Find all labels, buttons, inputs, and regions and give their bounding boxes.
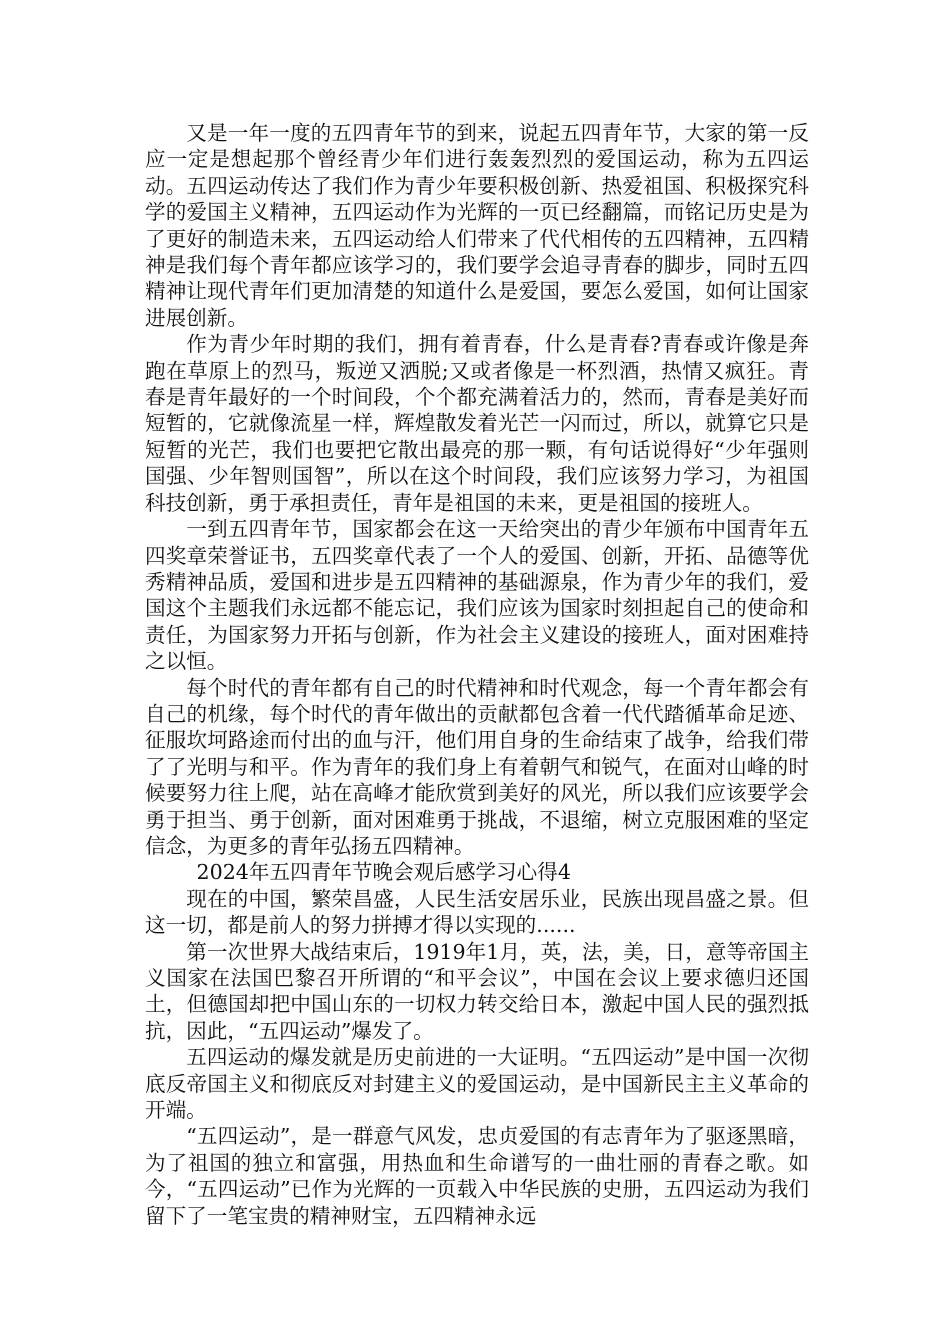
paragraph: 每个时代的青年都有自己的时代精神和时代观念，每一个青年都会有自己的机缘，每个时代的青年做出的贡献都包含着一代代踏循革命足迹、征服坎坷路途而付出的血与汗，他们用自身的生命结束了战争，给我们带了了光明与和平。作为青年的我们身上有着朝气和锐气，在面对山峰的时候要努力往上爬，站在高峰才能欣赏到美好的风光，所以我们应该要学会勇于担当、勇于创新，面对困难勇于挑战，不退缩，树立克服困难的坚定信念，为更多的青年弘扬五四精神。 <box>145 675 809 858</box>
paragraph: 又是一年一度的五四青年节的到来，说起五四青年节，大家的第一反应一定是想起那个曾经青少年们进行轰轰烈烈的爱国运动，称为五四运动。五四运动传达了我们作为青少年要积极创新、热爱祖国、积极探究科学的爱国主义精神，五四运动作为光辉的一页已经翻篇，而铭记历史是为了更好的制造未来，五四运动给人们带来了代代相传的五四精神，五四精神是我们每个青年都应该学习的，我们要学会追寻青春的脚步，同时五四精神让现代青年们更加清楚的知道什么是爱国，要怎么爱国，如何让国家进展创新。 <box>145 121 809 330</box>
paragraph: 第一次世界大战结束后，1919年1月，英，法，美，日，意等帝国主义国家在法国巴黎召开所谓的“和平会议”，中国在会议上要求德归还国土，但德国却把中国山东的一切权力转交给日本，激起中国人民的强烈抵抗，因此，“五四运动”爆发了。 <box>145 939 809 1043</box>
document-body <box>145 120 809 1229</box>
paragraph: 一到五四青年节，国家都会在这一天给突出的青少年颁布中国青年五四奖章荣誉证书，五四奖章代表了一个人的爱国、创新，开拓、品德等优秀精神品质，爱国和进步是五四精神的基础源泉，作为青少年的我们，爱国这个主题我们永远都不能忘记，我们应该为国家时刻担起自己的使命和责任，为国家努力开拓与创新，作为社会主义建设的接班人，面对困难持之以恒。 <box>145 517 809 674</box>
section-heading: 2024年五四青年节晚会观后感学习心得4 <box>196 860 571 885</box>
paragraph: 五四运动的爆发就是历史前进的一大证明。“五四运动”是中国一次彻底反帝国主义和彻底反对封建主义的爱国运动，是中国新民主主义革命的开端。 <box>145 1045 809 1123</box>
paragraph: “五四运动”，是一群意气风发，忠贞爱国的有志青年为了驱逐黑暗，为了祖国的独立和富强，用热血和生命谱写的一曲壮丽的青春之歌。如今，“五四运动”已作为光辉的一页载入中华民族的史册，五四运动为我们留下了一笔宝贵的精神财宝，五四精神永远 <box>145 1124 809 1228</box>
paragraph: 现在的中国，繁荣昌盛，人民生活安居乐业，民族出现昌盛之景。但这一切，都是前人的努力拼搏才得以实现的...... <box>145 886 809 938</box>
paragraph: 作为青少年时期的我们，拥有着青春，什么是青春?青春或许像是奔跑在草原上的烈马，叛逆又洒脱;又或者像是一杯烈酒，热情又疯狂。青春是青年最好的一个时间段，个个都充满着活力的，然而，青春是美好而短暂的，它就像流星一样，辉煌散发着光芒一闪而过，所以，就算它只是短暂的光芒，我们也要把它散出最亮的那一颗，有句话说得好“少年强则国强、少年智则国智”，所以在这个时间段，我们应该努力学习，为祖国科技创新，勇于承担责任，青年是祖国的未来，更是祖国的接班人。 <box>145 332 809 515</box>
